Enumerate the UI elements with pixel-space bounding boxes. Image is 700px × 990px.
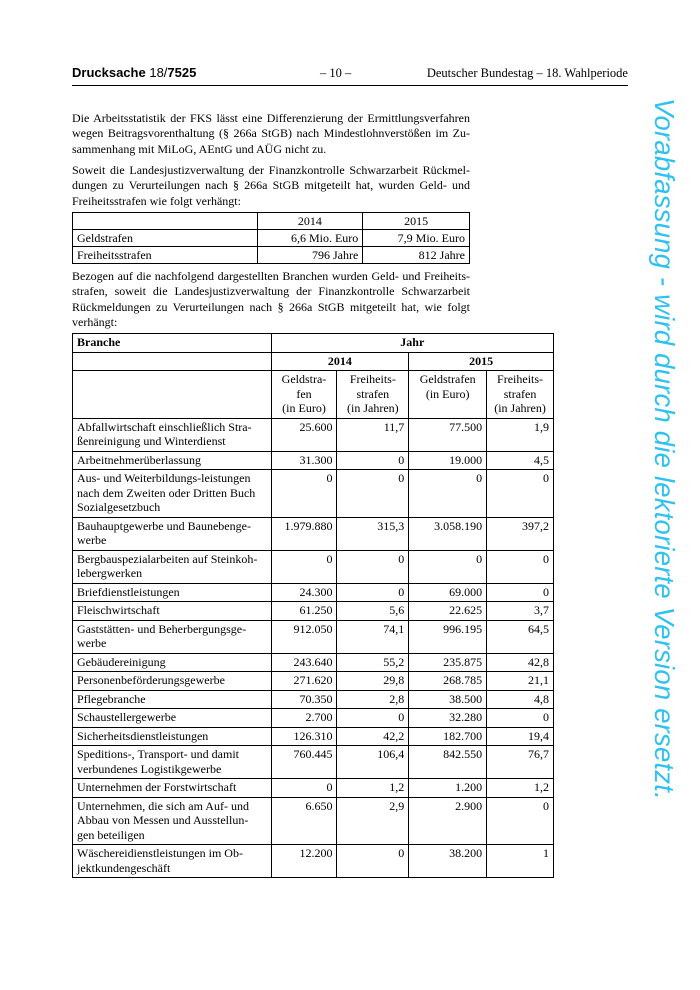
frei-2014-cell: 0 [337,451,409,470]
table-row [73,451,554,470]
branch-name-cell: Arbeitnehmerüberlassung [73,451,272,470]
geld-2015-cell: 19.000 [409,451,487,470]
paragraph-line: Die Arbeitsstatistik der FKS lässt eine Differenzierung der Ermittlungsverfahren [72,111,470,125]
geld-2015-cell: 38.500 [409,690,487,709]
frei-2015-cell: 3,7 [487,602,554,621]
summary-year-2014: 2014 [257,213,363,230]
draft-watermark: Vorabfassung - wird durch die lektorierte Version ersetzt. [649,98,680,800]
geld-2015-cell: 32.280 [409,709,487,728]
geld-2015-cell: 0 [409,550,487,583]
frei-2014-cell: 2,9 [337,797,409,845]
geld-2015-cell: 69.000 [409,583,487,602]
paragraph-line: sammenhang mit MiLoG, AEntG und AÜG nicht zu. [72,141,327,156]
branch-table-body [73,418,554,878]
branch-name-cell: Unternehmen, die sich am Auf- und Abbau von Messen und Ausstellun- gen beteiligen [73,797,272,845]
geld-2015-cell: 77.500 [409,418,487,451]
geld-2014-cell: 0 [271,550,337,583]
branch-name-cell: Wäschereidienstleistungen im Ob- jektkundengeschäft [73,845,272,878]
geld-2014-cell: 24.300 [271,583,337,602]
paragraph-3 [72,269,470,331]
geld-2015-cell: 3.058.190 [409,517,487,550]
summary-value: 7,9 Mio. Euro [363,230,470,247]
geld-2015-cell: 38.200 [409,845,487,878]
year-2015-header: 2015 [409,352,554,371]
branch-name-cell: Abfallwirtschaft einschließlich Stra- ßenreinigung und Winterdienst [73,418,272,451]
frei-2014-cell: 2,8 [337,690,409,709]
table-row [73,727,554,746]
document-number: Drucksache 18/7525 [72,65,197,80]
geld-2014-cell: 12.200 [271,845,337,878]
frei-2014-cell: 55,2 [337,653,409,672]
geld-2015-cell: 268.785 [409,672,487,691]
branch-name-cell: Speditions-, Transport- und damit verbundenes Logistikgewerbe [73,746,272,779]
summary-header-row [73,213,470,230]
branch-name-cell: Gebäudereinigung [73,653,272,672]
frei-2014-cell: 0 [337,709,409,728]
paragraph-2 [72,163,470,209]
frei-2015-cell: 0 [487,470,554,518]
frei-2015-cell: 0 [487,550,554,583]
summary-label: Freiheitsstrafen [73,247,258,264]
paragraph-line: verhängt: [72,315,118,330]
branch-header-row-1 [73,334,554,353]
summary-year-2015: 2015 [363,213,470,230]
paragraph-line: Rückmeldungen zu Verurteilungen nach § 266a StGB mitgeteilt hat, wie folgt [72,299,470,314]
table-row [73,620,554,653]
frei-2014-cell: 1,2 [337,779,409,798]
frei-2015-cell: 42,8 [487,653,554,672]
frei-2015-cell: 1,9 [487,418,554,451]
geld-2015-cell: 182.700 [409,727,487,746]
branch-name-cell: Aus- und Weiterbildungs-leistungen nach dem Zweiten oder Dritten Buch Sozialgesetzbuch [73,470,272,518]
geld-2015-cell: 0 [409,470,487,518]
paragraph-line: Soweit die Landesjustizverwaltung der Finanzkontrolle Schwarzarbeit Rückmel- [72,163,470,177]
geld-2014-cell: 2.700 [271,709,337,728]
table-row [73,550,554,583]
page-header [72,64,628,86]
frei-2014-cell: 29,8 [337,672,409,691]
frei-2015-cell: 4,5 [487,451,554,470]
geld-2014-cell: 6.650 [271,797,337,845]
branch-name-cell: Bergbauspezialarbeiten auf Steinkoh- lebergwerken [73,550,272,583]
geld-2014-cell: 25.600 [271,418,337,451]
frei-2015-cell: 1,2 [487,779,554,798]
frei-2015-cell: 4,8 [487,690,554,709]
table-row [73,517,554,550]
year-2014-header: 2014 [271,352,409,371]
geld-2015-cell: 996.195 [409,620,487,653]
frei-2015-cell: 64,5 [487,620,554,653]
branch-name-cell: Sicherheitsdienstleistungen [73,727,272,746]
page-number: – 10 – [320,66,352,80]
paragraph-line: Freiheitsstrafen wie folgt verhängt: [72,193,241,208]
paragraph-1 [72,111,470,157]
table-row [73,797,554,845]
frei-2014-cell: 315,3 [337,517,409,550]
geld-2014-header: Geldstra- fen (in Euro) [271,371,337,419]
geld-2015-cell: 842.550 [409,746,487,779]
summary-value: 812 Jahre [363,247,470,264]
geld-2014-cell: 243.640 [271,653,337,672]
year-column-header: Jahr [271,334,553,353]
branch-name-cell: Pflegebranche [73,690,272,709]
frei-2015-header: Freiheits- strafen (in Jahren) [487,371,554,419]
summary-corner-cell [73,213,258,230]
geld-2014-cell: 31.300 [271,451,337,470]
paragraph-line: dungen zu Verurteilungen nach § 266a StGB mitgeteilt hat, wurden Geld- und [72,178,470,193]
frei-2014-cell: 106,4 [337,746,409,779]
geld-2014-cell: 760.445 [271,746,337,779]
publisher: Deutscher Bundestag – 18. Wahlperiode [426,66,628,80]
geld-2015-header: Geldstrafen (in Euro) [409,371,487,419]
branch-name-cell: Briefdienstleistungen [73,583,272,602]
frei-2014-header: Freiheits- strafen (in Jahren) [337,371,409,419]
paragraph-line: strafen, soweit die Landesjustizverwaltung der Finanzkontrolle Schwarzarbeit [72,284,470,299]
frei-2015-cell: 397,2 [487,517,554,550]
frei-2014-cell: 5,6 [337,602,409,621]
summary-value: 6,6 Mio. Euro [257,230,363,247]
geld-2014-cell: 912.050 [271,620,337,653]
branch-table [72,333,554,878]
paragraph-line: Bezogen auf die nachfolgend dargestellten Branchen wurden Geld- und Freiheits- [72,269,470,283]
table-row [73,602,554,621]
frei-2014-cell: 11,7 [337,418,409,451]
geld-2014-cell: 1.979.880 [271,517,337,550]
geld-2014-cell: 0 [271,470,337,518]
summary-row-geldstrafen [73,230,470,247]
branch-header-row-2 [73,352,554,371]
geld-2014-cell: 61.250 [271,602,337,621]
branch-column-header: Branche [73,334,272,353]
branch-name-cell: Personenbeförderungsgewerbe [73,672,272,691]
table-row [73,672,554,691]
frei-2015-cell: 76,7 [487,746,554,779]
summary-row-freiheitsstrafen [73,247,470,264]
branch-name-cell: Bauhauptgewerbe und Baunebenge- werbe [73,517,272,550]
frei-2014-cell: 74,1 [337,620,409,653]
frei-2014-cell: 0 [337,470,409,518]
table-row [73,779,554,798]
table-row [73,653,554,672]
geld-2015-cell: 2.900 [409,797,487,845]
geld-2014-cell: 126.310 [271,727,337,746]
geld-2014-cell: 0 [271,779,337,798]
geld-2014-cell: 70.350 [271,690,337,709]
summary-label: Geldstrafen [73,230,258,247]
geld-2015-cell: 1.200 [409,779,487,798]
empty-header-cell [73,352,272,371]
table-row [73,583,554,602]
geld-2015-cell: 22.625 [409,602,487,621]
frei-2015-cell: 19,4 [487,727,554,746]
frei-2015-cell: 0 [487,583,554,602]
geld-2015-cell: 235.875 [409,653,487,672]
geld-2014-cell: 271.620 [271,672,337,691]
table-row [73,709,554,728]
table-row [73,845,554,878]
frei-2015-cell: 1 [487,845,554,878]
table-row [73,746,554,779]
frei-2015-cell: 21,1 [487,672,554,691]
branch-name-cell: Gaststätten- und Beherbergungsge- werbe [73,620,272,653]
frei-2014-cell: 0 [337,550,409,583]
empty-header-cell [73,371,272,419]
summary-table [72,212,470,264]
table-row [73,418,554,451]
frei-2014-cell: 42,2 [337,727,409,746]
frei-2015-cell: 0 [487,709,554,728]
paragraph-line: wegen Beitragsvorenthaltung (§ 266a StGB) nach Mindestlohnverstößen im Zu- [72,126,470,141]
branch-name-cell: Schaustellergewerbe [73,709,272,728]
table-row [73,470,554,518]
frei-2014-cell: 0 [337,583,409,602]
branch-header-row-3 [73,371,554,419]
frei-2015-cell: 0 [487,797,554,845]
frei-2014-cell: 0 [337,845,409,878]
table-row [73,690,554,709]
summary-value: 796 Jahre [257,247,363,264]
branch-name-cell: Fleischwirtschaft [73,602,272,621]
branch-name-cell: Unternehmen der Forstwirtschaft [73,779,272,798]
